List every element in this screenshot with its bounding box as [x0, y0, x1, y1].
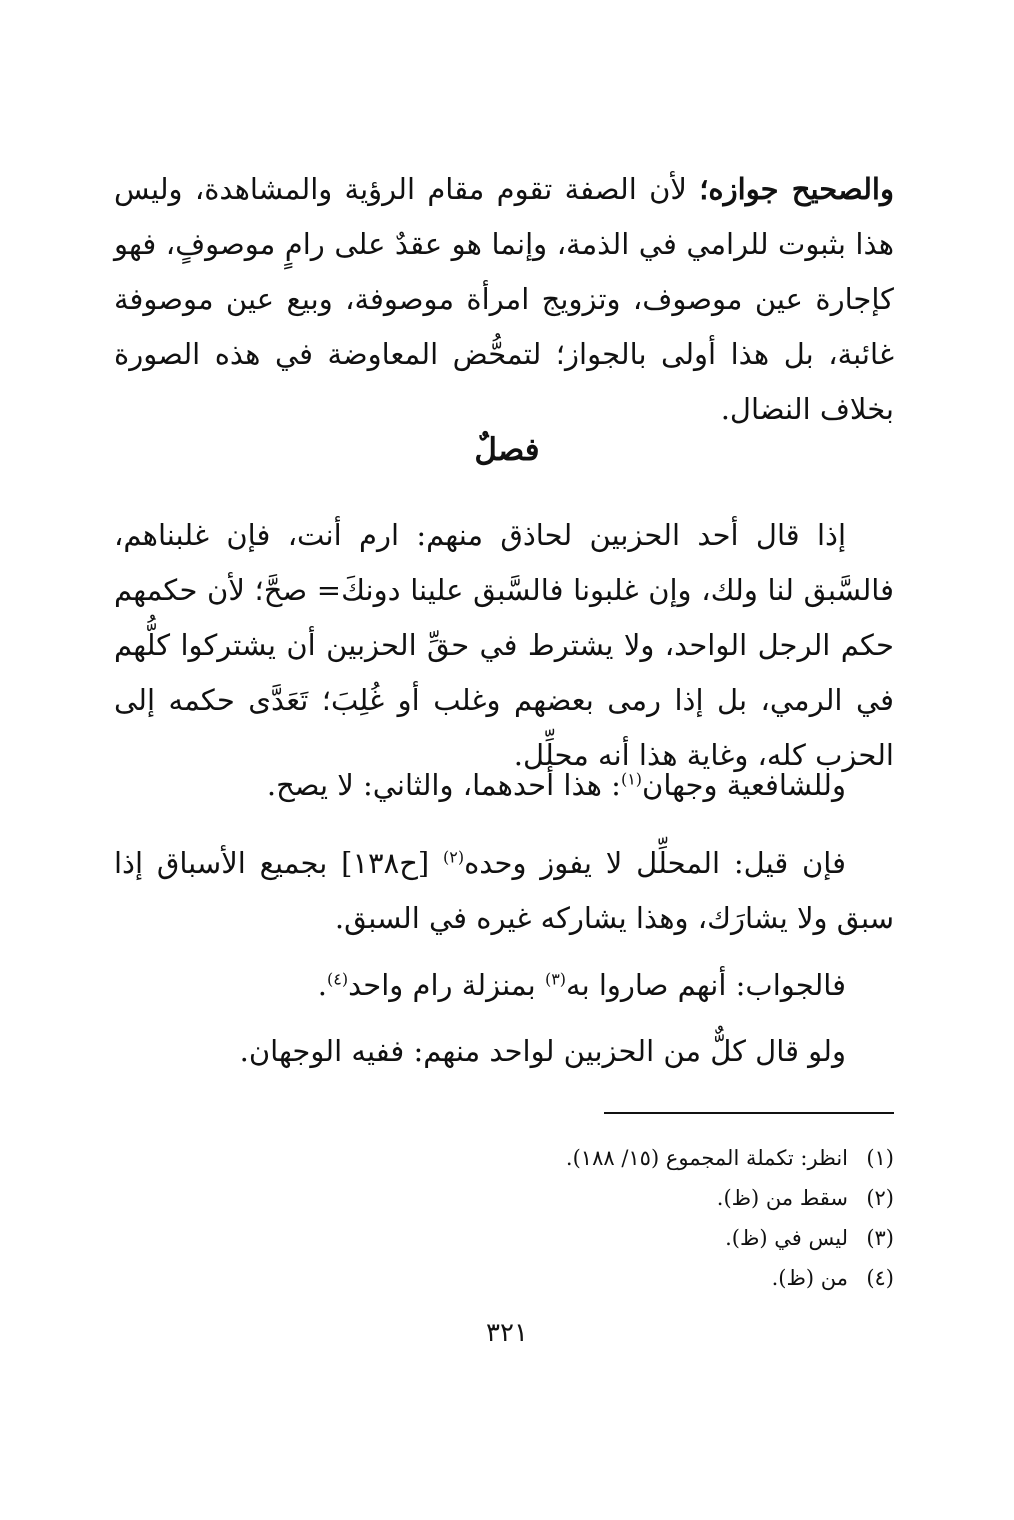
paragraph-3	[114, 758, 894, 813]
paragraph-4-text-a: فإن قيل: المحلِّل لا يفوز وحده	[464, 846, 846, 880]
footnote-item	[114, 1218, 894, 1258]
page-number: ٣٢١	[486, 1318, 528, 1348]
paragraph-5-text-a: فالجواب: أنهم صاروا به	[566, 968, 846, 1002]
footnote-number: (٣)	[866, 1226, 894, 1250]
footnote-number: (١)	[866, 1146, 894, 1170]
paragraph-5	[114, 958, 894, 1013]
footnote-item	[114, 1178, 894, 1218]
footnote-ref-4: (٤)	[326, 969, 349, 989]
paragraph-3-text-b: : هذا أحدهما، والثاني: لا يصح.	[266, 768, 621, 802]
footnote-text: سقط من (ظ).	[716, 1186, 848, 1210]
footnote-ref-2: (٢)	[443, 847, 465, 867]
footnote-text: ليس في (ظ).	[725, 1226, 848, 1250]
paragraph-1-lead: والصحيح جوازه؛	[699, 172, 894, 206]
paragraph-1-text: لأن الصفة تقوم مقام الرؤية والمشاهدة، وليس هذا بثبوت للرامي في الذمة، وإنما هو عقدٌ على رامٍ موصوفٍ، فهو كإجارة عين موصوف، وتزويج امرأة موصوفة، وبيع عين موصوفة غائبة، بل هذا أولى بالجواز؛ لتمحُّض المعاوضة في هذه الصورة بخلاف النضال.	[114, 172, 894, 426]
footnote-ref-1: (١)	[620, 769, 643, 789]
footnote-text: من (ظ).	[771, 1266, 848, 1290]
footnote-number: (٢)	[866, 1186, 894, 1210]
footnote-text: انظر: تكملة المجموع (١٥/ ١٨٨).	[565, 1146, 848, 1170]
footnote-divider	[604, 1112, 894, 1114]
paragraph-5-text-c: .	[317, 968, 327, 1002]
paragraph-6: ولو قال كلٌّ من الحزبين لواحد منهم: ففيه الوجهان.	[239, 1034, 846, 1068]
section-heading: فصلٌ	[474, 432, 540, 468]
footnote-number: (٤)	[866, 1266, 894, 1290]
paragraph-4	[114, 836, 894, 946]
paragraph-1	[114, 162, 894, 437]
footnote-item	[114, 1258, 894, 1298]
footnote-ref-3: (٣)	[544, 969, 567, 989]
footnote-item	[114, 1138, 894, 1178]
paragraph-2: إذا قال أحد الحزبين لحاذق منهم: ارم أنت، فإن غلبناهم، فالسَّبق لنا ولك، وإن غلبونا فالسَّبق علينا دونكَ= صحَّ؛ لأن حكمهم حكم الرجل الواحد، ولا يشترط في حقِّ الحزبين أن يشتركوا كلُّهم في الرمي، بل إذا رمى بعضهم وغلب أو غُلِبَ؛ تَعَدَّى حكمه إلى الحزب كله، وغاية هذا أنه محلِّل.	[114, 518, 894, 772]
paragraph-5-text-b: بمنزلة رام واحد	[348, 968, 545, 1002]
paragraph-3-text-a: وللشافعية وجهان	[642, 768, 846, 802]
footnotes	[114, 1138, 894, 1298]
paragraph-4-text-b: [ح١٣٨] بجميع الأسباق إذا سبق ولا يشارَك، وهذا يشاركه غيره في السبق.	[114, 846, 894, 935]
